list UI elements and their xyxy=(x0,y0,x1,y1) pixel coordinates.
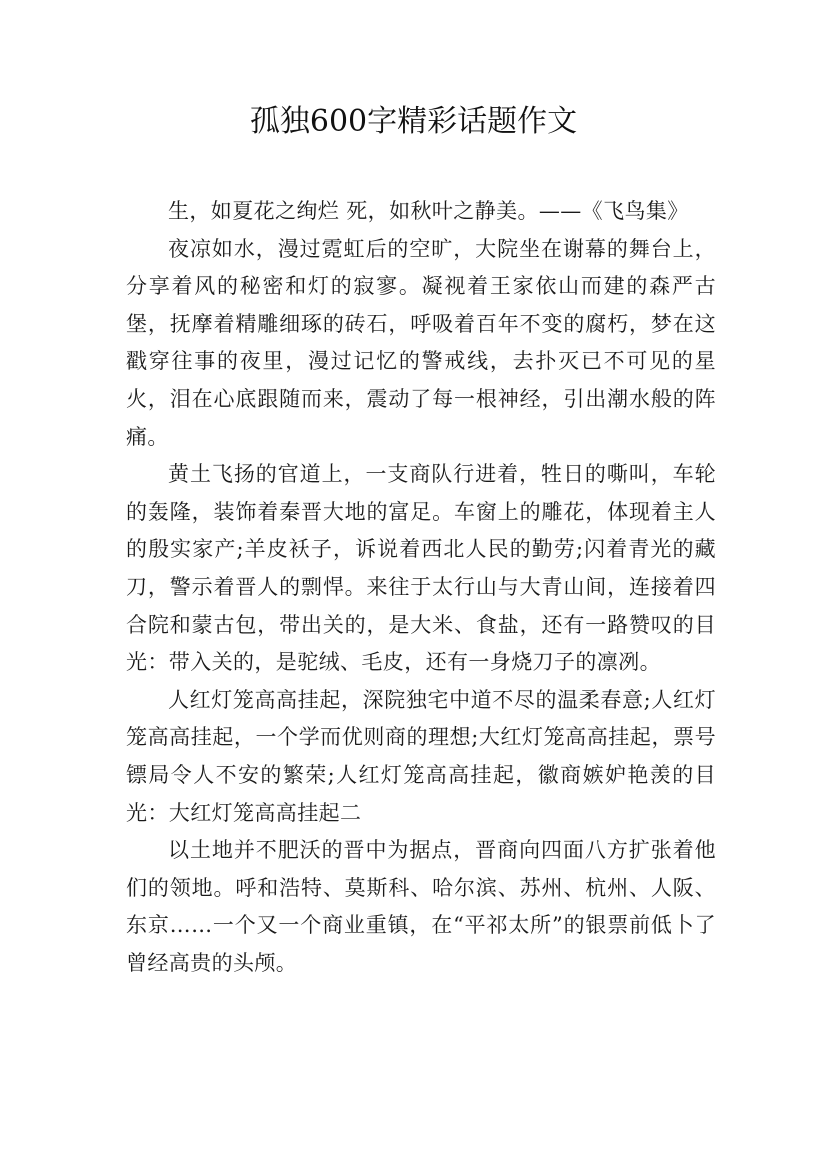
paragraph-night: 夜凉如水，漫过霓虹后的空旷，大院坐在谢幕的舞台上，分享着风的秘密和灯的寂寥。凝视着王家依山而建的森严古堡，抚摩着精雕细琢的砖石，呼吸着百年不变的腐朽，梦在这戳穿往事的夜里，漫过记忆的警戒线，去扑灭已不可见的星火，泪在心底跟随而来，震动了每一根神经，引出潮水般的阵痛。 xyxy=(126,236,716,449)
document-title: 孤独600字精彩话题作文 xyxy=(249,104,578,139)
paragraph-expansion: 以土地并不肥沃的晋中为据点，晋商向四面八方扩张着他们的领地。呼和浩特、莫斯科、哈尔滨、苏州、杭州、人阪、东京……一个又一个商业重镇，在“平祁太所”的银票前低卜了曾经高贵的头颅。 xyxy=(126,838,716,975)
paragraph-epigraph: 生，如夏花之绚烂 死，如秋叶之静美。——《飞鸟集》 xyxy=(168,199,689,223)
paragraph-caravan: 黄土飞扬的官道上，一支商队行进着，牲日的嘶叫，车轮的轰隆，装饰着秦晋大地的富足。车窗上的雕花，体现着主人的殷实家产;羊皮袄子，诉说着西北人民的勤劳;闪着青光的藏刀，警示着晋人的剽悍。来往于太行山与大青山间，连接着四合院和蒙古包，带出关的，是大米、食盐，还有一路赞叹的目光：带入关的，是驼绒、毛皮，还有一身烧刀子的凛冽。 xyxy=(126,462,716,675)
paragraph-lanterns: 人红灯笼高高挂起，深院独宅中道不尽的温柔春意;人红灯笼高高挂起，一个学而优则商的理想;大红灯笼高高挂起，票号镖局令人不安的繁荣;人红灯笼高高挂起，徽商嫉妒艳羡的目光：大红灯笼高高挂起二 xyxy=(126,687,716,825)
document-body xyxy=(126,193,716,982)
